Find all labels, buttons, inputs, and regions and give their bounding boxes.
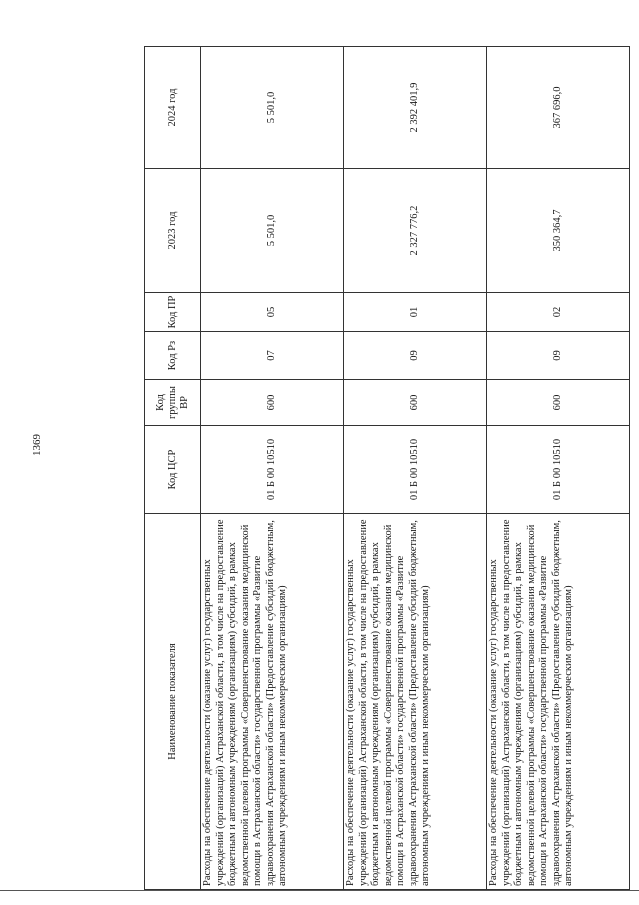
header-rz: Код Рз [145, 332, 201, 380]
row-pr: 05 [201, 293, 344, 332]
row-rz: 09 [344, 332, 487, 380]
row-pr: 02 [487, 293, 630, 332]
table-row [201, 47, 344, 890]
header-name: Наименование показателя [145, 514, 201, 890]
row-name: Расходы на обеспечение деятельности (оказание услуг) государственных учреждений (организаций) Астраханской области, в том числе на предоставление бюджетным и автономным учреждениям (организациям) субсидий, в рамках ведомственной целевой программы «Совершенствование оказания медицинской помощи в Астраханской области» государственной программы «Развитие здравоохранения Астраханской области» (Предоставление субсидий бюджетным, автономным учреждениям и иным некоммерческим организациям) [344, 514, 487, 890]
header-csr: Код ЦСР [145, 426, 201, 514]
table-row [344, 47, 487, 890]
header-2023: 2023 год [145, 169, 201, 293]
row-csr: 01 Б 00 10510 [344, 426, 487, 514]
row-rz: 09 [487, 332, 630, 380]
table-row [487, 47, 630, 890]
row-2024: 2 392 401,9 [344, 47, 487, 169]
row-vr: 600 [344, 380, 487, 426]
row-2024: 367 696,0 [487, 47, 630, 169]
row-vr: 600 [201, 380, 344, 426]
table-container [144, 47, 628, 890]
budget-table [144, 46, 630, 890]
row-2024: 5 501,0 [201, 47, 344, 169]
table-header-row [145, 47, 201, 890]
row-2023: 350 364,7 [487, 169, 630, 293]
row-name: Расходы на обеспечение деятельности (оказание услуг) государственных учреждений (организаций) Астраханской области, в том числе на предоставление бюджетным и автономным учреждениям (организациям) субсидий, в рамках ведомственной целевой программы «Совершенствование оказания медицинской помощи в Астраханской области» государственной программы «Развитие здравоохранения Астраханской области» (Предоставление субсидий бюджетным, автономным учреждениям и иным некоммерческим организациям) [201, 514, 344, 890]
row-rz: 07 [201, 332, 344, 380]
header-pr: Код ПР [145, 293, 201, 332]
bottom-rule [0, 890, 639, 891]
row-csr: 01 Б 00 10510 [201, 426, 344, 514]
page-number: 1369 [31, 434, 43, 456]
row-csr: 01 Б 00 10510 [487, 426, 630, 514]
row-vr: 600 [487, 380, 630, 426]
row-name: Расходы на обеспечение деятельности (оказание услуг) государственных учреждений (организаций) Астраханской области, в том числе на предоставление бюджетным и автономным учреждениям (организациям) субсидий, в рамках ведомственной целевой программы «Совершенствование оказания медицинской помощи в Астраханской области» государственной программы «Развитие здравоохранения Астраханской области» (Предоставление субсидий бюджетным, автономным учреждениям и иным некоммерческим организациям) [487, 514, 630, 890]
row-pr: 01 [344, 293, 487, 332]
header-vr: Код группы ВР [145, 380, 201, 426]
row-2023: 2 327 776,2 [344, 169, 487, 293]
row-2023: 5 501,0 [201, 169, 344, 293]
header-2024: 2024 год [145, 47, 201, 169]
